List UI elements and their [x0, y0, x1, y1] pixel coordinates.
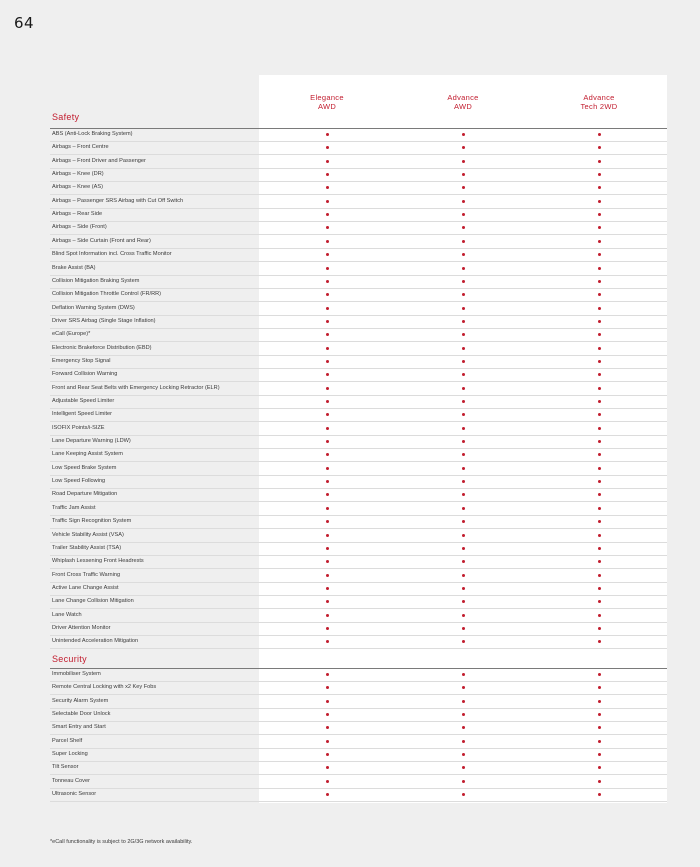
standard-feature-dot	[598, 267, 601, 270]
standard-feature-dot	[326, 547, 329, 550]
standard-feature-dot	[462, 200, 465, 203]
standard-feature-dot	[326, 480, 329, 483]
table-row	[50, 289, 667, 302]
footnote: *eCall functionality is subject to 2G/3G network availability.	[50, 839, 193, 845]
feature-label: Emergency Stop Signal	[52, 357, 111, 364]
standard-feature-dot	[462, 280, 465, 283]
standard-feature-dot	[326, 507, 329, 510]
feature-label: Airbags – Side Curtain (Front and Rear)	[52, 237, 151, 244]
standard-feature-dot	[462, 307, 465, 310]
standard-feature-dot	[326, 146, 329, 149]
standard-feature-dot	[326, 267, 329, 270]
standard-feature-dot	[326, 453, 329, 456]
standard-feature-dot	[598, 627, 601, 630]
column-header-elegance-awd	[259, 93, 395, 111]
standard-feature-dot	[598, 507, 601, 510]
table-row	[50, 762, 667, 775]
standard-feature-dot	[598, 146, 601, 149]
standard-feature-dot	[598, 493, 601, 496]
table-row	[50, 222, 667, 235]
table-row	[50, 129, 667, 142]
standard-feature-dot	[598, 740, 601, 743]
feature-label: Immobiliser System	[52, 671, 101, 677]
feature-label: Tilt Sensor	[52, 764, 79, 771]
standard-feature-dot	[598, 400, 601, 403]
table-row	[50, 329, 667, 342]
feature-label: Intelligent Speed Limiter	[52, 411, 113, 418]
standard-feature-dot	[462, 413, 465, 416]
standard-feature-dot	[462, 440, 465, 443]
standard-feature-dot	[462, 673, 465, 676]
standard-feature-dot	[462, 507, 465, 510]
standard-feature-dot	[598, 560, 601, 563]
table-row	[50, 749, 667, 762]
feature-label: Collision Mitigation Braking System	[52, 277, 140, 284]
table-row	[50, 196, 667, 209]
table-row	[50, 669, 667, 682]
standard-feature-dot	[462, 267, 465, 270]
feature-label: Road Departure Mitigation	[52, 491, 118, 498]
standard-feature-dot	[462, 427, 465, 430]
table-row	[50, 209, 667, 222]
table-row	[50, 142, 667, 155]
table-row	[50, 596, 667, 609]
table-row	[50, 343, 667, 356]
standard-feature-dot	[462, 753, 465, 756]
feature-label: Forward Collision Warning	[52, 371, 118, 378]
table-row	[50, 516, 667, 529]
standard-feature-dot	[326, 133, 329, 136]
standard-feature-dot	[326, 686, 329, 689]
standard-feature-dot	[598, 280, 601, 283]
standard-feature-dot	[326, 713, 329, 716]
table-row	[50, 436, 667, 449]
feature-label: Selectable Door Unlock	[52, 711, 111, 718]
standard-feature-dot	[598, 293, 601, 296]
standard-feature-dot	[598, 240, 601, 243]
feature-label: Remote Central Locking with x2 Key Fobs	[52, 684, 157, 691]
standard-feature-dot	[462, 560, 465, 563]
standard-feature-dot	[326, 400, 329, 403]
table-row	[50, 249, 667, 262]
feature-label: Lane Watch	[52, 611, 82, 618]
standard-feature-dot	[462, 213, 465, 216]
standard-feature-dot	[598, 200, 601, 203]
feature-label: Trailer Stability Assist (TSA)	[52, 544, 122, 551]
standard-feature-dot	[598, 453, 601, 456]
standard-feature-dot	[462, 133, 465, 136]
standard-feature-dot	[462, 320, 465, 323]
table-row	[50, 449, 667, 462]
feature-label: Airbags – Passenger SRS Airbag with Cut Off Switch	[52, 197, 184, 204]
standard-feature-dot	[462, 793, 465, 796]
standard-feature-dot	[462, 240, 465, 243]
feature-label: Deflation Warning System (DWS)	[52, 304, 135, 311]
standard-feature-dot	[462, 587, 465, 590]
standard-feature-dot	[326, 413, 329, 416]
feature-label: Driver SRS Airbag (Single Stage Inflation)	[52, 317, 156, 324]
feature-label: ISOFIX Points/i-SIZE	[52, 424, 105, 431]
table-row	[50, 383, 667, 396]
standard-feature-dot	[598, 307, 601, 310]
table-row	[50, 722, 667, 735]
feature-label: Active Lane Change Assist	[52, 584, 119, 591]
feature-label: Airbags – Front Centre	[52, 144, 109, 151]
standard-feature-dot	[462, 726, 465, 729]
table-row	[50, 423, 667, 436]
feature-label: Front Cross Traffic Warning	[52, 571, 121, 578]
standard-feature-dot	[462, 686, 465, 689]
feature-label: Airbags – Knee (AS)	[52, 184, 103, 191]
standard-feature-dot	[598, 427, 601, 430]
feature-label: Whiplash Lessening Front Headrests	[52, 558, 144, 565]
table-row	[50, 169, 667, 182]
standard-feature-dot	[462, 600, 465, 603]
feature-label: Driver Attention Monitor	[52, 624, 111, 631]
standard-feature-dot	[326, 780, 329, 783]
standard-feature-dot	[462, 520, 465, 523]
standard-feature-dot	[326, 493, 329, 496]
standard-feature-dot	[598, 440, 601, 443]
standard-feature-dot	[598, 673, 601, 676]
standard-feature-dot	[598, 766, 601, 769]
standard-feature-dot	[462, 453, 465, 456]
feature-label: ABS (Anti-Lock Braking System)	[52, 131, 133, 137]
feature-label: Low Speed Following	[52, 478, 106, 485]
page-number: 64	[14, 14, 35, 32]
standard-feature-dot	[326, 793, 329, 796]
table-row	[50, 503, 667, 516]
table-row	[50, 570, 667, 583]
standard-feature-dot	[326, 253, 329, 256]
standard-feature-dot	[326, 333, 329, 336]
feature-label: Low Speed Brake System	[52, 464, 117, 471]
table-row	[50, 789, 667, 802]
feature-label: Unintended Acceleration Mitigation	[52, 638, 139, 645]
standard-feature-dot	[598, 640, 601, 643]
standard-feature-dot	[462, 780, 465, 783]
standard-feature-dot	[462, 534, 465, 537]
feature-label: Brake Assist (BA)	[52, 264, 96, 271]
standard-feature-dot	[326, 320, 329, 323]
standard-feature-dot	[326, 560, 329, 563]
feature-label: Ultrasonic Sensor	[52, 791, 97, 798]
feature-label: Airbags – Side (Front)	[52, 224, 107, 231]
standard-feature-dot	[598, 726, 601, 729]
table-row	[50, 409, 667, 422]
table-row	[50, 263, 667, 276]
standard-feature-dot	[462, 640, 465, 643]
standard-feature-dot	[462, 160, 465, 163]
table-row	[50, 356, 667, 369]
table-row	[50, 543, 667, 556]
standard-feature-dot	[462, 467, 465, 470]
feature-label: Super Locking	[52, 751, 88, 758]
standard-feature-dot	[326, 753, 329, 756]
table-row	[50, 736, 667, 749]
feature-label: Electronic Brakeforce Distribution (EBD)	[52, 344, 152, 351]
standard-feature-dot	[598, 614, 601, 617]
feature-label: Collision Mitigation Throttle Control (FR/RR)	[52, 291, 162, 298]
standard-feature-dot	[326, 387, 329, 390]
standard-feature-dot	[598, 713, 601, 716]
standard-feature-dot	[598, 480, 601, 483]
standard-feature-dot	[326, 373, 329, 376]
standard-feature-dot	[326, 766, 329, 769]
standard-feature-dot	[598, 373, 601, 376]
standard-feature-dot	[598, 320, 601, 323]
standard-feature-dot	[326, 467, 329, 470]
column-header-advance-tech-2wd	[531, 93, 667, 111]
column-header-line2: AWD	[317, 102, 337, 111]
standard-feature-dot	[326, 226, 329, 229]
standard-feature-dot	[598, 360, 601, 363]
table-row	[50, 303, 667, 316]
standard-feature-dot	[326, 640, 329, 643]
standard-feature-dot	[598, 213, 601, 216]
feature-label: Tonneau Cover	[52, 777, 90, 784]
table-row	[50, 156, 667, 169]
standard-feature-dot	[462, 627, 465, 630]
standard-feature-dot	[326, 186, 329, 189]
feature-label: Airbags – Knee (DR)	[52, 171, 104, 178]
standard-feature-dot	[462, 614, 465, 617]
column-header-line1: Advance	[583, 93, 615, 102]
standard-feature-dot	[598, 780, 601, 783]
standard-feature-dot	[462, 373, 465, 376]
standard-feature-dot	[326, 200, 329, 203]
feature-label: Vehicle Stability Assist (VSA)	[52, 531, 124, 538]
standard-feature-dot	[326, 673, 329, 676]
standard-feature-dot	[462, 574, 465, 577]
standard-feature-dot	[598, 347, 601, 350]
standard-feature-dot	[326, 360, 329, 363]
standard-feature-dot	[462, 253, 465, 256]
feature-label: Lane Departure Warning (LDW)	[52, 438, 131, 445]
table-row	[50, 709, 667, 722]
standard-feature-dot	[462, 186, 465, 189]
table-row	[50, 682, 667, 695]
table-row	[50, 623, 667, 636]
standard-feature-dot	[462, 173, 465, 176]
standard-feature-dot	[326, 627, 329, 630]
column-header-advance-awd	[395, 93, 531, 111]
standard-feature-dot	[598, 253, 601, 256]
standard-feature-dot	[598, 160, 601, 163]
table-row	[50, 776, 667, 789]
standard-feature-dot	[598, 793, 601, 796]
feature-label: Lane Change Collision Mitigation	[52, 598, 134, 605]
standard-feature-dot	[462, 226, 465, 229]
table-row	[50, 636, 667, 649]
feature-label: Blind Spot Information incl. Cross Traffic Monitor	[52, 251, 172, 258]
column-header-line2: AWD	[453, 102, 473, 111]
table-row	[50, 556, 667, 569]
table-row	[50, 489, 667, 502]
column-header-line1: Advance	[447, 93, 479, 102]
standard-feature-dot	[462, 146, 465, 149]
feature-label: Airbags – Rear Side	[52, 211, 103, 218]
column-header-line2: Tech 2WD	[580, 102, 618, 111]
standard-feature-dot	[462, 293, 465, 296]
table-row	[50, 583, 667, 596]
standard-feature-dot	[326, 160, 329, 163]
standard-feature-dot	[598, 534, 601, 537]
table-row	[50, 182, 667, 195]
standard-feature-dot	[326, 440, 329, 443]
section-title-safety: Safety	[52, 112, 80, 122]
standard-feature-dot	[326, 600, 329, 603]
standard-feature-dot	[598, 520, 601, 523]
standard-feature-dot	[462, 713, 465, 716]
standard-feature-dot	[598, 186, 601, 189]
standard-feature-dot	[598, 547, 601, 550]
standard-feature-dot	[462, 700, 465, 703]
table-row	[50, 463, 667, 476]
standard-feature-dot	[326, 213, 329, 216]
column-header-line1: Elegance	[310, 93, 344, 102]
standard-feature-dot	[326, 614, 329, 617]
feature-label: Parcel Shelf	[52, 737, 83, 744]
standard-feature-dot	[326, 347, 329, 350]
standard-feature-dot	[326, 293, 329, 296]
standard-feature-dot	[462, 400, 465, 403]
standard-feature-dot	[598, 753, 601, 756]
standard-feature-dot	[326, 173, 329, 176]
standard-feature-dot	[326, 587, 329, 590]
standard-feature-dot	[598, 467, 601, 470]
standard-feature-dot	[462, 766, 465, 769]
table-row	[50, 476, 667, 489]
feature-label: Traffic Jam Assist	[52, 504, 96, 511]
standard-feature-dot	[326, 520, 329, 523]
feature-label: Airbags – Front Driver and Passenger	[52, 157, 146, 164]
feature-label: Lane Keeping Assist System	[52, 451, 123, 458]
feature-label: Security Alarm System	[52, 697, 109, 704]
standard-feature-dot	[326, 240, 329, 243]
feature-label: eCall (Europe)*	[52, 331, 91, 338]
feature-label: Smart Entry and Start	[52, 724, 106, 731]
standard-feature-dot	[326, 280, 329, 283]
standard-feature-dot	[326, 700, 329, 703]
standard-feature-dot	[598, 574, 601, 577]
standard-feature-dot	[598, 387, 601, 390]
standard-feature-dot	[326, 427, 329, 430]
standard-feature-dot	[462, 387, 465, 390]
standard-feature-dot	[326, 740, 329, 743]
standard-feature-dot	[326, 307, 329, 310]
standard-feature-dot	[462, 333, 465, 336]
standard-feature-dot	[326, 534, 329, 537]
standard-feature-dot	[598, 333, 601, 336]
standard-feature-dot	[598, 413, 601, 416]
standard-feature-dot	[462, 547, 465, 550]
standard-feature-dot	[462, 480, 465, 483]
standard-feature-dot	[598, 700, 601, 703]
table-row	[50, 276, 667, 289]
standard-feature-dot	[598, 686, 601, 689]
table-row	[50, 530, 667, 543]
table-row	[50, 369, 667, 382]
standard-feature-dot	[598, 600, 601, 603]
standard-feature-dot	[326, 574, 329, 577]
standard-feature-dot	[326, 726, 329, 729]
standard-feature-dot	[598, 587, 601, 590]
table-row	[50, 396, 667, 409]
standard-feature-dot	[598, 226, 601, 229]
table-row	[50, 696, 667, 709]
section-title-security: Security	[52, 654, 87, 664]
standard-feature-dot	[462, 347, 465, 350]
standard-feature-dot	[462, 740, 465, 743]
table-row	[50, 236, 667, 249]
standard-feature-dot	[598, 173, 601, 176]
standard-feature-dot	[598, 133, 601, 136]
feature-label: Traffic Sign Recognition System	[52, 518, 132, 525]
table-row	[50, 316, 667, 329]
feature-label: Adjustable Speed Limiter	[52, 398, 115, 404]
feature-label: Front and Rear Seat Belts with Emergency Locking Retractor (ELR)	[52, 384, 220, 391]
standard-feature-dot	[462, 493, 465, 496]
table-row	[50, 610, 667, 623]
standard-feature-dot	[462, 360, 465, 363]
